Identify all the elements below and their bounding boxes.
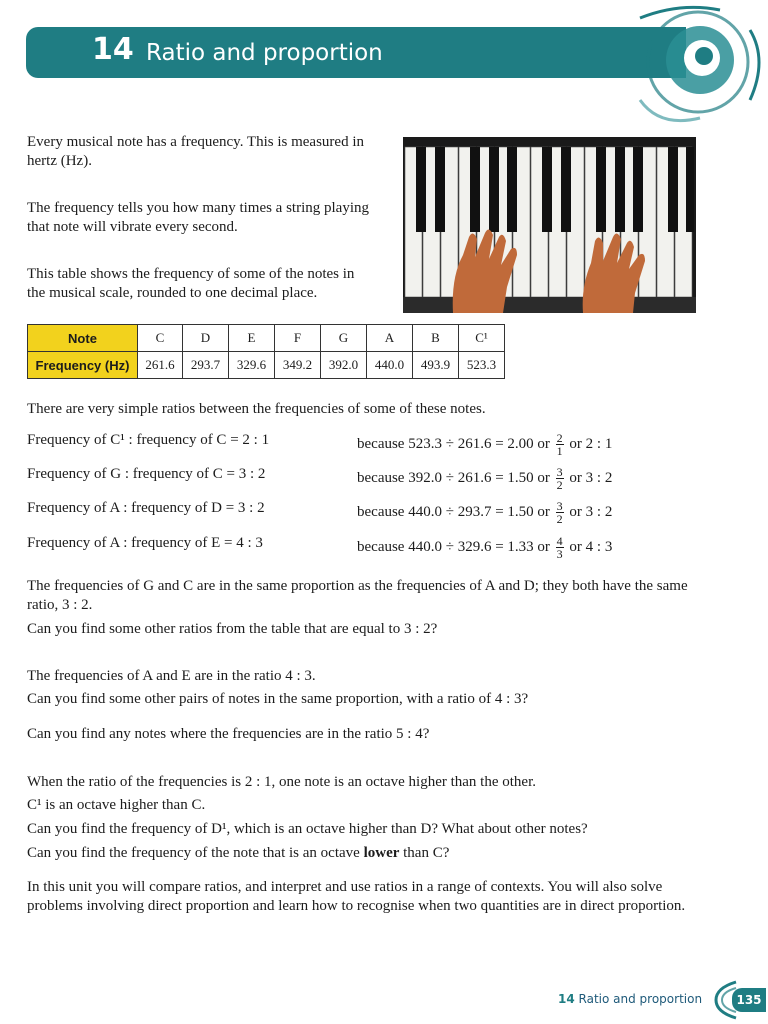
body-question: Can you find any notes where the frequencies are in the ratio 5 : 4? — [27, 726, 430, 742]
body-question: Can you find the frequency of D¹, which is an octave higher than D? What about other notes? — [27, 821, 588, 837]
ratio-because: because 440.0 ÷ 329.6 = 1.33 or — [357, 538, 550, 555]
intro-paragraph-1: Every musical note has a frequency. This is measured in hertz (Hz). — [27, 134, 364, 169]
unit-summary: In this unit you will compare ratios, and interpret and use ratios in a range of contexts. You will also solve problems involving direct proportion and learn how to recognise when two quantities are in direct proportion. — [27, 879, 686, 914]
table-cell-note: E — [229, 325, 275, 352]
table-cell-frequency: 293.7 — [183, 352, 229, 379]
body-paragraph: The frequencies of G and C are in the same proportion as the frequencies of A and D; they both have the same ratio, 3 : 2. — [27, 578, 688, 613]
ratios-intro: There are very simple ratios between the frequencies of some of these notes. — [27, 401, 486, 417]
body-question: Can you find some other ratios from the table that are equal to 3 : 2? — [27, 621, 438, 637]
ratio-because: because 440.0 ÷ 293.7 = 1.50 or — [357, 503, 550, 520]
ratio-fraction — [556, 535, 564, 560]
ratio-explanation — [357, 466, 612, 491]
table-row-notes — [28, 325, 505, 352]
ratio-because: because 523.3 ÷ 261.6 = 2.00 or — [357, 435, 550, 452]
swirl-decoration-icon — [600, 0, 768, 130]
ratio-fraction — [556, 432, 564, 457]
table-row-frequencies — [28, 352, 505, 379]
fraction-numerator: 3 — [556, 499, 563, 513]
footer-unit-number: 14 — [558, 992, 575, 1006]
body-paragraph: When the ratio of the frequencies is 2 : 1, one note is an octave higher than the other. — [27, 774, 536, 790]
fraction-denominator: 2 — [556, 512, 563, 526]
fraction-numerator: 3 — [556, 465, 563, 479]
ratio-statement: Frequency of C¹ : frequency of C = 2 : 1 — [27, 432, 270, 448]
fraction-numerator: 4 — [556, 534, 563, 548]
body-question — [27, 844, 727, 863]
ratio-fraction — [556, 466, 564, 491]
ratio-statement: Frequency of A : frequency of D = 3 : 2 — [27, 500, 265, 516]
ratio-tail: or 3 : 2 — [569, 503, 613, 520]
table-cell-frequency: 493.9 — [413, 352, 459, 379]
ratio-explanation — [357, 500, 612, 525]
table-cell-frequency: 261.6 — [138, 352, 183, 379]
fraction-denominator: 1 — [556, 444, 563, 458]
body-paragraph: The frequencies of A and E are in the ratio 4 : 3. — [27, 668, 316, 684]
table-cell-frequency: 349.2 — [275, 352, 321, 379]
fraction-numerator: 2 — [556, 431, 563, 445]
table-cell-frequency: 392.0 — [321, 352, 367, 379]
table-cell-frequency: 440.0 — [367, 352, 413, 379]
table-cell-frequency: 523.3 — [459, 352, 505, 379]
frequency-table — [27, 324, 505, 379]
table-cell-note: D — [183, 325, 229, 352]
table-header-frequency: Frequency (Hz) — [28, 352, 138, 379]
body-text: than C? — [403, 845, 450, 861]
body-paragraph: C¹ is an octave higher than C. — [27, 797, 206, 813]
table-cell-note: A — [367, 325, 413, 352]
intro-paragraph-3: This table shows the frequency of some of the notes in the musical scale, rounded to one decimal place. — [27, 266, 355, 301]
ratio-fraction — [556, 500, 564, 525]
ratio-tail: or 2 : 1 — [569, 435, 613, 452]
ratio-explanation — [357, 432, 612, 457]
piano-hands-photo — [403, 137, 696, 313]
table-cell-note: G — [321, 325, 367, 352]
table-cell-note: B — [413, 325, 459, 352]
table-cell-note: C — [138, 325, 183, 352]
table-cell-note: F — [275, 325, 321, 352]
ratio-because: because 392.0 ÷ 261.6 = 1.50 or — [357, 469, 550, 486]
footer-running-title — [558, 992, 702, 1006]
ratio-explanation — [357, 535, 612, 560]
ratio-statement: Frequency of A : frequency of E = 4 : 3 — [27, 535, 263, 551]
footer-title: Ratio and proportion — [578, 992, 703, 1006]
intro-paragraph-2: The frequency tells you how many times a string playing that note will vibrate every second. — [27, 200, 370, 235]
body-emphasis: lower — [363, 845, 400, 861]
body-question: Can you find some other pairs of notes in the same proportion, with a ratio of 4 : 3? — [27, 691, 529, 707]
table-header-note: Note — [28, 325, 138, 352]
unit-number: 14 — [92, 32, 134, 67]
body-text: Can you find the frequency of the note that is an octave — [27, 845, 360, 861]
ratio-tail: or 3 : 2 — [569, 469, 613, 486]
fraction-denominator: 3 — [556, 547, 563, 561]
ratio-tail: or 4 : 3 — [569, 538, 613, 555]
table-cell-note: C¹ — [459, 325, 505, 352]
fraction-denominator: 2 — [556, 478, 563, 492]
ratio-statement: Frequency of G : frequency of C = 3 : 2 — [27, 466, 266, 482]
table-cell-frequency: 329.6 — [229, 352, 275, 379]
page-title: Ratio and proportion — [146, 40, 383, 66]
page-number: 135 — [732, 988, 766, 1012]
